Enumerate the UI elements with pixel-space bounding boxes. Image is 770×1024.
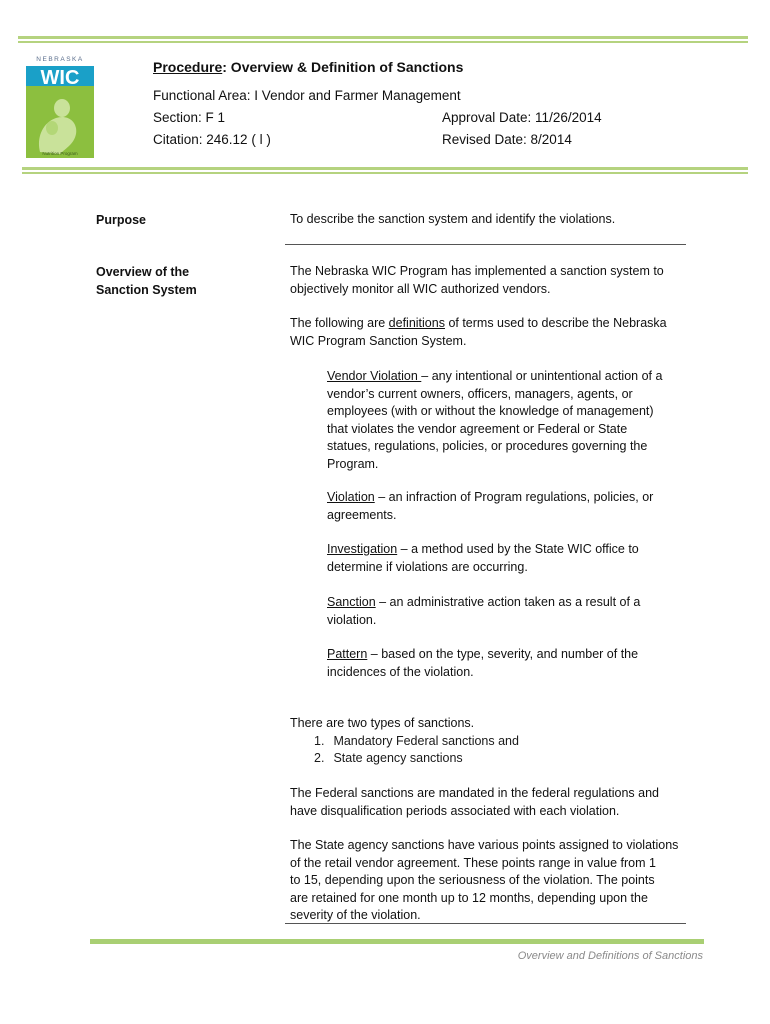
definition-investigation xyxy=(327,541,689,576)
definition-line: – any intentional or unintentional action of a xyxy=(421,369,663,383)
overview-label-line1: Overview of the xyxy=(96,265,190,279)
nebraska-wic-logo xyxy=(26,52,98,158)
section-number: Section: F 1 xyxy=(153,110,226,125)
list-number: 1. xyxy=(314,734,325,748)
definition-term: Investigation xyxy=(327,542,398,556)
revised-date: Revised Date: 8/2014 xyxy=(442,132,572,147)
definitions-intro-line2: WIC Program Sanction System. xyxy=(290,333,467,348)
purpose-divider xyxy=(285,244,686,245)
logo-tagline: Nutrition Program xyxy=(42,151,78,156)
approval-date: Approval Date: 11/26/2014 xyxy=(442,110,602,125)
header-bottom-rule xyxy=(22,167,748,170)
definition-sanction xyxy=(327,594,689,629)
overview-intro-line1: The Nebraska WIC Program has implemented a sanction system to xyxy=(290,264,664,278)
procedure-title-text: : Overview & Definition of Sanctions xyxy=(222,59,464,75)
overview-divider xyxy=(285,923,686,924)
definition-line: violation. xyxy=(327,612,377,627)
overview-intro xyxy=(290,263,690,298)
header-bottom-rule-thin xyxy=(22,172,748,174)
definition-term: Pattern xyxy=(327,647,368,661)
paragraph-line: are retained for one month up to 12 months, depending upon the xyxy=(290,890,648,905)
definition-line: determine if violations are occurring. xyxy=(327,559,528,574)
definitions-intro xyxy=(290,315,690,350)
overview-intro-line2: objectively monitor all WIC authorized vendors. xyxy=(290,281,551,296)
definitions-intro-b: of terms used to describe the Nebraska xyxy=(444,316,667,330)
paragraph-line: The Federal sanctions are mandated in the federal regulations and xyxy=(290,786,659,800)
footer-title: Overview and Definitions of Sanctions xyxy=(517,950,703,962)
paragraph-line: of the retail vendor agreement. These points range in value from 1 xyxy=(290,855,656,870)
definition-line: incidences of the violation. xyxy=(327,664,474,679)
purpose-text: To describe the sanction system and identify the violations. xyxy=(290,212,616,226)
list-text: Mandatory Federal sanctions and xyxy=(333,734,519,748)
definition-line: statues, regulations, policies, or procedures governing the xyxy=(327,439,648,453)
state-sanctions-paragraph xyxy=(290,837,690,925)
definition-violation xyxy=(327,489,689,524)
logo-state-text: NEBRASKA xyxy=(36,56,84,63)
definition-line: that violates the vendor agreement or Federal or State xyxy=(327,421,628,436)
paragraph-line: have disqualification periods associated with each violation. xyxy=(290,803,620,818)
definition-line: Program. xyxy=(327,456,379,471)
purpose-label: Purpose xyxy=(96,213,147,227)
procedure-title xyxy=(153,56,463,78)
list-number: 2. xyxy=(314,751,325,765)
definition-pattern xyxy=(327,646,689,681)
sanction-type-item xyxy=(314,733,519,751)
header-top-rule xyxy=(18,36,748,39)
definition-line: – based on the type, severity, and number of the xyxy=(367,647,639,661)
sanction-types-intro: There are two types of sanctions. xyxy=(290,716,475,730)
definition-line: – an infraction of Program regulations, policies, or xyxy=(374,490,654,504)
definition-line: – an administrative action taken as a result of a xyxy=(375,595,641,609)
header-top-rule-thin xyxy=(18,41,748,43)
overview-label-line2: Sanction System xyxy=(96,283,197,297)
definition-line: agreements. xyxy=(327,507,397,522)
functional-area: Functional Area: I Vendor and Farmer Management xyxy=(153,88,461,103)
procedure-label: Procedure xyxy=(153,59,223,75)
definition-term: Sanction xyxy=(327,595,376,609)
paragraph-line: severity of the violation. xyxy=(290,908,421,922)
definition-vendor-violation xyxy=(327,368,689,473)
definition-line: employees (with or without the knowledge of management) xyxy=(327,404,654,418)
sanction-type-item xyxy=(314,750,463,768)
paragraph-line: The State agency sanctions have various points assigned to violations xyxy=(290,838,679,852)
definition-line: vendor’s current owners, officers, managers, agents, or xyxy=(327,386,633,401)
definition-line: – a method used by the State WIC office to xyxy=(397,542,639,556)
paragraph-line: to 15, depending upon the seriousness of the violation. The points xyxy=(290,873,655,887)
definitions-intro-a: The following are xyxy=(290,316,389,330)
definition-term: Vendor Violation xyxy=(327,369,422,383)
definitions-term: definitions xyxy=(388,316,445,330)
definition-term: Violation xyxy=(327,490,375,504)
logo-wic-text: WIC xyxy=(40,67,80,89)
federal-sanctions-paragraph xyxy=(290,785,690,820)
citation: Citation: 246.12 ( l ) xyxy=(153,132,271,147)
footer-rule xyxy=(90,939,704,944)
list-text: State agency sanctions xyxy=(333,751,463,765)
